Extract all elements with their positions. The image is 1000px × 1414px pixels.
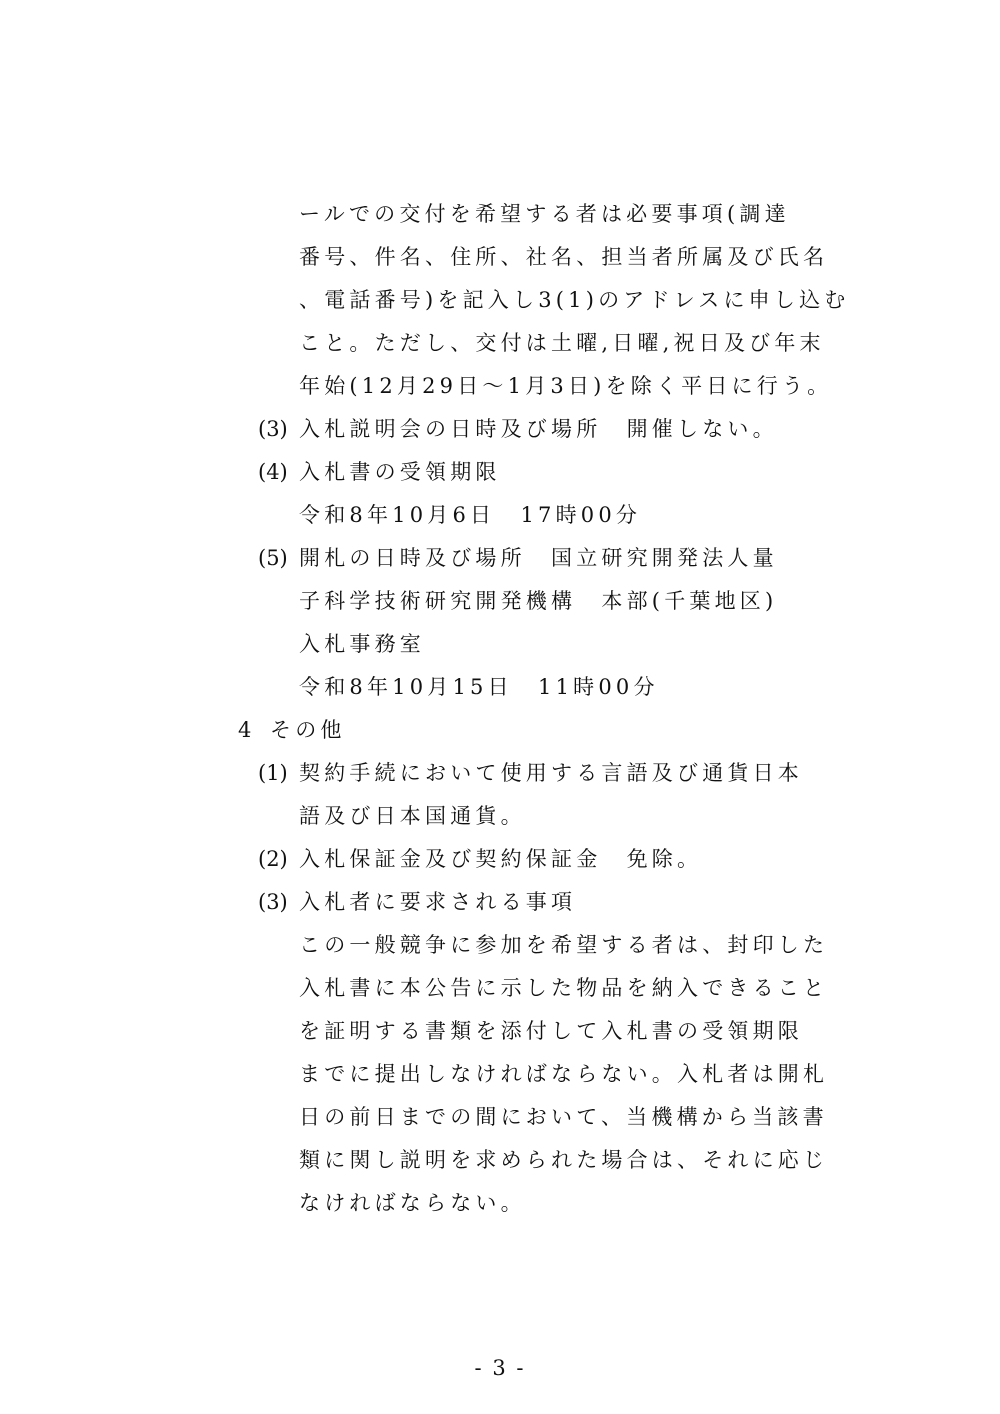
item-4-1-text: 契約手続において使用する言語及び通貨日本 [299, 761, 803, 785]
item-4-2-number: (2) [258, 847, 288, 871]
item-4-3-line-1: この一般競争に参加を希望する者は、封印した [299, 933, 829, 957]
item-4-3-line-5: 日の前日までの間において、当機構から当該書 [299, 1105, 828, 1129]
item-3-5-number: (5) [258, 546, 288, 570]
item-4-3-line-3: を証明する書類を添付して入札書の受領期限 [299, 1019, 803, 1043]
continuation-line-3: 、電話番号)を記入し3(1)のアドレスに申し込む [299, 288, 850, 312]
item-3-3-number: (3) [258, 417, 288, 441]
continuation-line-1: ールでの交付を希望する者は必要事項(調達 [299, 202, 790, 226]
item-3-5-line-1: 子科学技術研究開発機構 本部(千葉地区) [299, 589, 778, 613]
item-3-4-text: 入札書の受領期限 [299, 460, 501, 484]
item-4-3-text: 入札者に要求される事項 [299, 890, 577, 914]
item-3-5-line-2: 入札事務室 [299, 632, 425, 656]
page-number: - 3 - [474, 1356, 526, 1380]
item-3-4-deadline: 令和8年10月6日 17時00分 [299, 503, 642, 527]
item-3-3-text: 入札説明会の日時及び場所 開催しない。 [299, 417, 778, 441]
item-4-3-line-4: までに提出しなければならない。入札者は開札 [299, 1062, 829, 1086]
section-4-number: 4 [238, 718, 252, 742]
item-3-4-number: (4) [258, 460, 288, 484]
item-4-3-line-6: 類に関し説明を求められた場合は、それに応じ [299, 1148, 829, 1172]
item-4-1-number: (1) [258, 761, 288, 785]
continuation-line-2: 番号、件名、住所、社名、担当者所属及び氏名 [299, 245, 829, 269]
item-3-5-line-3: 令和8年10月15日 11時00分 [299, 675, 659, 699]
continuation-line-5: 年始(12月29日～1月3日)を除く平日に行う。 [299, 374, 833, 398]
item-4-2-text: 入札保証金及び契約保証金 免除。 [299, 847, 703, 871]
item-4-3-number: (3) [258, 890, 288, 914]
item-4-3-line-2: 入札書に本公告に示した物品を納入できること [299, 976, 829, 1000]
continuation-line-4: こと。ただし、交付は土曜,日曜,祝日及び年末 [299, 331, 825, 355]
item-4-3-line-7: なければならない。 [299, 1191, 526, 1215]
section-4-title: その他 [270, 718, 346, 742]
item-3-5-text: 開札の日時及び場所 国立研究開発法人量 [299, 546, 778, 570]
item-4-1-line-1: 語及び日本国通貨。 [299, 804, 526, 828]
